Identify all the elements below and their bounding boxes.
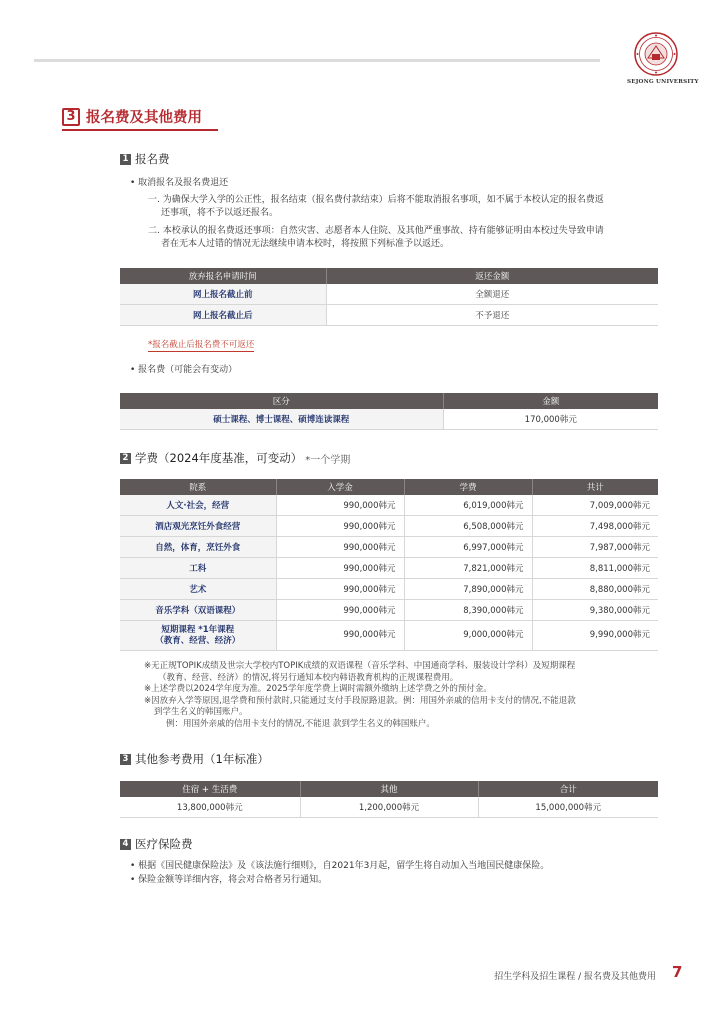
section-underline bbox=[62, 129, 218, 131]
table-cell-tuition: 7,890,000韩元 bbox=[404, 579, 532, 600]
seal-icon bbox=[634, 32, 678, 76]
table-row bbox=[120, 516, 658, 537]
table-cell: 13,800,000韩元 bbox=[120, 797, 300, 818]
table-cell-total: 7,987,000韩元 bbox=[532, 537, 658, 558]
subhead-application-fee bbox=[120, 151, 170, 167]
table-cell-tuition: 8,390,000韩元 bbox=[404, 600, 532, 621]
table-cell-dept bbox=[120, 621, 276, 651]
table-cell: 不予退还 bbox=[326, 305, 658, 326]
table-cell: 15,000,000韩元 bbox=[478, 797, 658, 818]
item2-line1: 二. 本校承认的报名费返还事项：自然灾害、志愿者本人住院、及其他严重事故、持有能够证明由本校过失导致申请 bbox=[148, 226, 604, 236]
table-cell-dept bbox=[120, 516, 276, 537]
table-cell-total: 8,880,000韩元 bbox=[532, 579, 658, 600]
bullet-fee: • 报名费（可能会有变动） bbox=[130, 365, 238, 375]
table-cell: 网上报名截止前 bbox=[120, 284, 326, 305]
table-row bbox=[120, 621, 658, 651]
table-header: 放弃报名申请时间 bbox=[120, 268, 326, 284]
insurance-bullet-2: • 保险金额等详细内容，将会对合格者另行通知。 bbox=[130, 875, 328, 885]
table-cell-entry: 990,000韩元 bbox=[276, 516, 404, 537]
table-cell-entry: 990,000韩元 bbox=[276, 558, 404, 579]
table-cell-dept bbox=[120, 579, 276, 600]
table-cell: 网上报名截止后 bbox=[120, 305, 326, 326]
refund-note: *报名截止后报名费不可返还 bbox=[148, 340, 255, 350]
note-line: 到学生名义的韩国账户。 bbox=[154, 707, 248, 717]
table-row bbox=[120, 409, 658, 430]
note-line: ※上述学费以2024学年度为准。2025学年度学费上调时需额外缴纳上述学费之外的预付金。 bbox=[144, 684, 492, 694]
table-cell-entry: 990,000韩元 bbox=[276, 621, 404, 651]
refund-table bbox=[120, 268, 658, 326]
table-cell-tuition: 6,997,000韩元 bbox=[404, 537, 532, 558]
table-header: 返还金额 bbox=[326, 268, 658, 284]
subhead-title: 报名费 bbox=[135, 152, 170, 166]
table-header: 院系 bbox=[120, 479, 276, 495]
university-logo bbox=[627, 32, 699, 85]
subhead-number: 4 bbox=[120, 839, 131, 850]
fee-table bbox=[120, 393, 658, 430]
table-cell: 全额退还 bbox=[326, 284, 658, 305]
subhead-number: 2 bbox=[120, 453, 131, 464]
table-cell-tuition: 6,508,000韩元 bbox=[404, 516, 532, 537]
tuition-table bbox=[120, 479, 658, 651]
item1-line2: 还事项，将不予以返还报名。 bbox=[161, 208, 279, 218]
table-cell: 170,000韩元 bbox=[443, 409, 658, 430]
subhead-tuition bbox=[120, 450, 350, 466]
table-cell-total: 9,990,000韩元 bbox=[532, 621, 658, 651]
table-cell-entry: 990,000韩元 bbox=[276, 600, 404, 621]
university-name: SEJONG UNIVERSITY bbox=[627, 79, 699, 85]
dept-name: 酒店观光烹饪外食经营 bbox=[155, 522, 241, 532]
section-number: 3 bbox=[62, 108, 80, 126]
table-header: 入学金 bbox=[276, 479, 404, 495]
dept-name: 艺术 bbox=[189, 585, 207, 595]
other-costs-table bbox=[120, 781, 658, 818]
item2-line2: 者在无本人过错的情况无法继续申请本校时，将按照下列标准予以返还。 bbox=[161, 239, 450, 249]
table-header: 金额 bbox=[443, 393, 658, 409]
table-cell: 硕士课程、博士课程、硕博连读课程 bbox=[120, 409, 443, 430]
table-row bbox=[120, 600, 658, 621]
dept-name: 工科 bbox=[189, 564, 207, 574]
subhead-note: *一个学期 bbox=[305, 454, 351, 466]
table-cell-dept bbox=[120, 558, 276, 579]
table-cell-dept bbox=[120, 537, 276, 558]
subhead-number: 3 bbox=[120, 754, 131, 765]
table-cell-total: 7,498,000韩元 bbox=[532, 516, 658, 537]
table-row bbox=[120, 284, 658, 305]
subhead-other-costs bbox=[120, 751, 269, 767]
table-cell-dept bbox=[120, 600, 276, 621]
dept-name: 人文·社会，经营 bbox=[166, 501, 230, 511]
table-cell-tuition: 6,019,000韩元 bbox=[404, 495, 532, 516]
subhead-title: 医疗保险费 bbox=[135, 837, 193, 851]
table-header: 共计 bbox=[532, 479, 658, 495]
section-title-text: 报名费及其他费用 bbox=[86, 110, 202, 126]
subhead-number: 1 bbox=[120, 154, 131, 165]
table-header: 区分 bbox=[120, 393, 443, 409]
note-line: ※因放弃入学等原因,退学费和预付款时,只能通过支付手段原路退款。例：用国外亲戚的信用卡支付的情况,不能退款 bbox=[144, 695, 576, 706]
table-row bbox=[120, 305, 658, 326]
insurance-bullet-1: • 根据《国民健康保险法》及《该法施行细则》，自2021年3月起，留学生将自动加入当地国民健康保险。 bbox=[130, 861, 550, 871]
dept-name: 短期课程 *1年课程 bbox=[161, 624, 235, 635]
table-cell-tuition: 9,000,000韩元 bbox=[404, 621, 532, 651]
dept-name: 音乐学科（双语课程） bbox=[155, 606, 241, 616]
dept-name: 自然，体育，烹饪外食 bbox=[155, 543, 241, 553]
table-cell-total: 7,009,000韩元 bbox=[532, 495, 658, 516]
section-title bbox=[62, 106, 202, 127]
subhead-title: 其他参考费用（1年标准） bbox=[135, 752, 269, 766]
note-line: 例：用国外亲戚的信用卡支付的情况,不能退 款到学生名义的韩国账户。 bbox=[166, 718, 435, 729]
subhead-title: 学费（2024年度基准，可变动） bbox=[135, 451, 303, 465]
page-number: 7 bbox=[672, 963, 683, 981]
dept-name-sub: （教育、经营、经济） bbox=[155, 635, 241, 646]
header-rule bbox=[34, 59, 600, 62]
table-header: 其他 bbox=[300, 781, 478, 797]
table-row bbox=[120, 558, 658, 579]
note-line: ※无正规TOPIK成绩及世宗大学校内TOPIK成绩的双语课程（音乐学科、中国通商学科、服装设计学科）及短期课程 bbox=[144, 661, 576, 671]
bullet-cancel: • 取消报名及报名费退还 bbox=[130, 178, 229, 188]
table-header: 合计 bbox=[478, 781, 658, 797]
table-row bbox=[120, 537, 658, 558]
table-cell-entry: 990,000韩元 bbox=[276, 579, 404, 600]
table-row bbox=[120, 495, 658, 516]
table-cell-dept bbox=[120, 495, 276, 516]
item1-line1: 一. 为确保大学入学的公正性，报名结束（报名费付款结束）后将不能取消报名事项，如不属于本校认定的报名费返 bbox=[148, 195, 604, 205]
table-cell-total: 9,380,000韩元 bbox=[532, 600, 658, 621]
table-row bbox=[120, 579, 658, 600]
table-cell: 1,200,000韩元 bbox=[300, 797, 478, 818]
tuition-notes bbox=[144, 661, 576, 730]
subhead-insurance bbox=[120, 836, 193, 852]
table-header: 住宿 + 生活费 bbox=[120, 781, 300, 797]
table-row bbox=[120, 797, 658, 818]
table-header: 学费 bbox=[404, 479, 532, 495]
table-cell-total: 8,811,000韩元 bbox=[532, 558, 658, 579]
footer-text: 招生学科及招生课程 / 报名费及其他费用 bbox=[494, 972, 656, 982]
table-cell-entry: 990,000韩元 bbox=[276, 495, 404, 516]
table-cell-tuition: 7,821,000韩元 bbox=[404, 558, 532, 579]
table-cell-entry: 990,000韩元 bbox=[276, 537, 404, 558]
note-line: （教育、经营、经济）的情况,将另行通知本校内韩语教育机构的正规课程费用。 bbox=[158, 672, 459, 683]
